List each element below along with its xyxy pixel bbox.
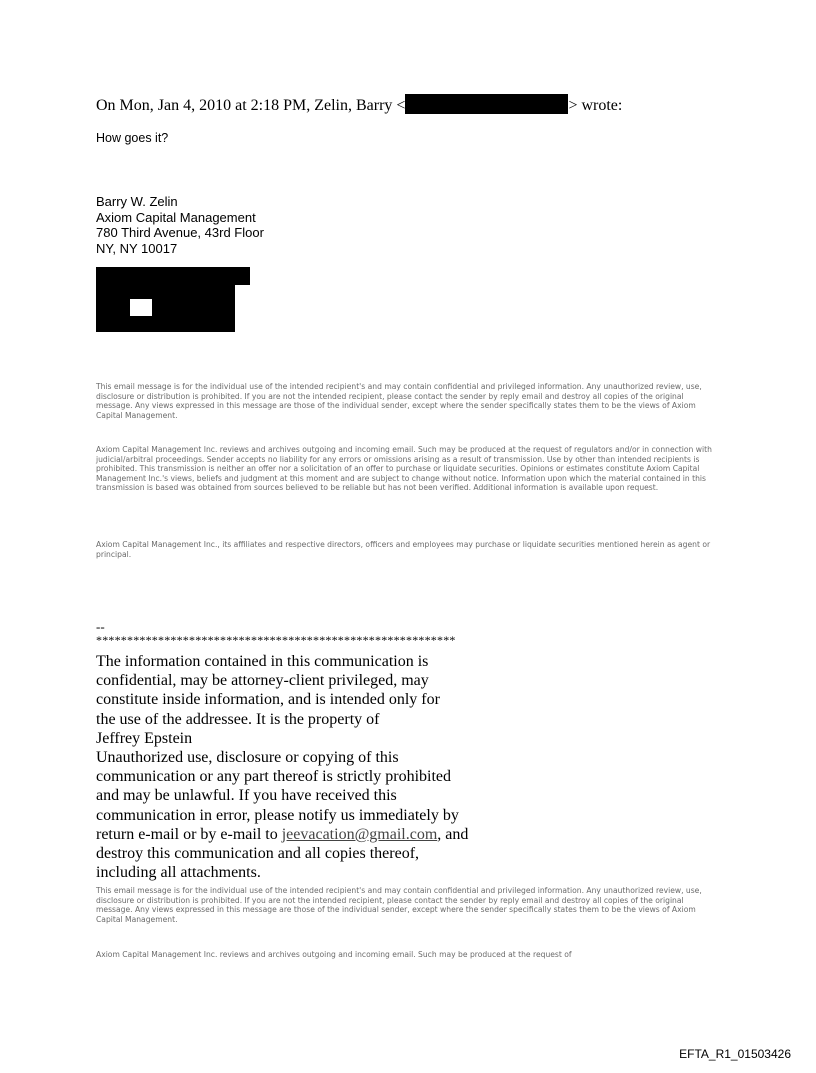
disclaimer-paragraph: This email message is for the individual use of the intended recipient's and may contain confidential and privileged information. Any unauthorized review, use, disclosure or distribution is prohibited. If you are not the intended recipient, please contact the sender by reply email and destroy all copies of the original message. Any views expressed in this message are those of the individual sender, except where the sender specifically states them to be the views of Axiom Capital Management. bbox=[96, 886, 702, 924]
notice-line: Jeffrey Epstein bbox=[96, 729, 193, 747]
email-link[interactable]: jeevacation@gmail.com bbox=[281, 825, 438, 843]
notice-line: communication in error, please notify us immediately by bbox=[96, 806, 459, 824]
notice-line: The information contained in this communication is bbox=[96, 653, 429, 670]
signature-name: Barry W. Zelin bbox=[96, 194, 178, 209]
signature-company: Axiom Capital Management bbox=[96, 209, 256, 225]
notice-line: and may be unlawful. If you have received this bbox=[96, 787, 397, 805]
asterisk-divider: ********************************************************** bbox=[96, 633, 456, 647]
email-signature bbox=[96, 194, 264, 256]
redacted-email-address bbox=[405, 94, 568, 114]
redaction-block bbox=[96, 316, 235, 332]
notice-line: constitute inside information, and is intended only for bbox=[96, 691, 440, 709]
notice-line: destroy this communication and all copies thereof, bbox=[96, 845, 420, 863]
document-id: EFTA_R1_01503426 bbox=[679, 1047, 791, 1061]
confidentiality-notice bbox=[96, 652, 496, 882]
signature-address-line2: NY, NY 10017 bbox=[96, 240, 178, 256]
header-suffix: > wrote: bbox=[568, 97, 623, 114]
notice-line: Unauthorized use, disclosure or copying of this bbox=[96, 749, 399, 767]
notice-line: including all attachments. bbox=[96, 864, 261, 882]
disclaimer-paragraph: This email message is for the individual use of the intended recipient's and may contain confidential and privileged information. Any unauthorized review, use, disclosure or distribution is prohibited. If you are not the intended recipient, please contact the sender by reply email and destroy all copies of the original message. Any views expressed in this message are those of the individual sender, except where the sender specifically states them to be the views of Axiom Capital Management. bbox=[96, 382, 702, 420]
disclaimer-paragraph: Axiom Capital Management Inc., its affiliates and respective directors, officers and employees may purchase or liquidate securities mentioned herein as agent or principal. bbox=[96, 540, 711, 559]
redaction-block bbox=[96, 298, 130, 317]
notice-line bbox=[96, 825, 496, 844]
signature-separator: -- bbox=[96, 619, 105, 634]
email-reply-header bbox=[96, 94, 622, 117]
notice-text: return e-mail or by e-mail to bbox=[96, 825, 282, 843]
email-greeting: How goes it? bbox=[96, 131, 169, 145]
notice-text: , and bbox=[437, 825, 469, 843]
header-prefix: On Mon, Jan 4, 2010 at 2:18 PM, Zelin, Barry < bbox=[96, 97, 406, 114]
signature-address-line1: 780 Third Avenue, 43rd Floor bbox=[96, 225, 264, 240]
redaction-block bbox=[96, 284, 235, 299]
notice-line: communication or any part thereof is strictly prohibited bbox=[96, 768, 452, 786]
disclaimer-paragraph: Axiom Capital Management Inc. reviews and archives outgoing and incoming email. Such may be produced at the request of bbox=[96, 950, 572, 959]
notice-line: confidential, may be attorney-client privileged, may bbox=[96, 672, 429, 690]
notice-line: the use of the addressee. It is the property of bbox=[96, 710, 380, 728]
redaction-block bbox=[152, 298, 235, 317]
redaction-block bbox=[96, 267, 250, 285]
disclaimer-paragraph: Axiom Capital Management Inc. reviews and archives outgoing and incoming email. Such may be produced at the request of regulators and/or in connection with judicial/arbitral proceedings. Sender accepts no liability for any errors or omissions arising as a result of transmission. Use by other than intended recipients is prohibited. This transmission is neither an offer nor a solicitation of an offer to purchase or liquidate securities. Opinions or estimates constitute Axiom Capital Management Inc.'s views, beliefs and judgment at this moment and are subject to change without notice. Information upon which the material contained in this transmission is based was obtained from sources believed to be reliable but has not been verified. Additional information is available upon request. bbox=[96, 445, 712, 493]
